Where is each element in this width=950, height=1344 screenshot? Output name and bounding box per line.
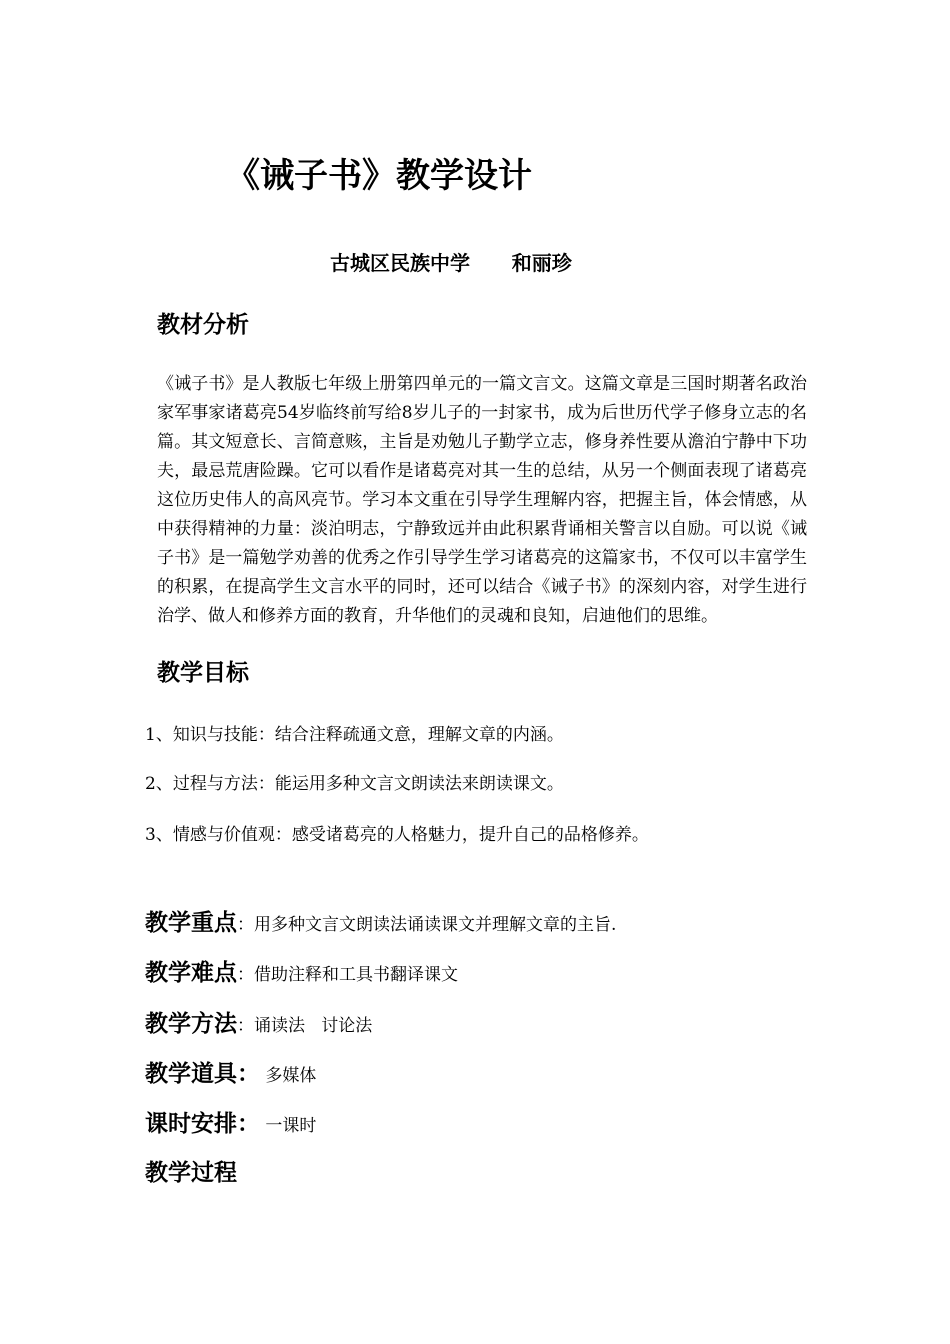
info-row-schedule: [145, 1106, 316, 1144]
info-label: 课时安排：: [145, 1111, 260, 1137]
info-label: 教学道具：: [145, 1061, 260, 1087]
goals-heading: 教学目标: [157, 660, 249, 686]
info-value: 诵读法 讨论法: [254, 1016, 373, 1036]
info-value: 一课时: [260, 1116, 317, 1136]
info-separator: ：: [237, 1016, 254, 1036]
info-label: 教学方法: [145, 1011, 237, 1037]
info-row-key-points: [145, 905, 616, 943]
info-row-tools: [145, 1056, 316, 1094]
author-line: 古城区民族中学 和丽珍: [330, 251, 572, 275]
process-heading: 教学过程: [145, 1160, 237, 1186]
info-separator: ：: [237, 965, 254, 985]
info-separator: ：: [237, 915, 254, 935]
goal-item-process: 2、过程与方法：能运用多种文言文朗读法来朗读课文。: [145, 774, 564, 794]
analysis-heading: 教材分析: [157, 312, 249, 338]
info-row-difficulties: [145, 955, 458, 993]
document-title: 《诫子书》教学设计: [226, 156, 532, 196]
info-label: 教学重点: [145, 910, 237, 936]
analysis-paragraph: 《诫子书》是人教版七年级上册第四单元的一篇文言文。这篇文章是三国时期著名政治家军事家诸葛亮54岁临终前写给8岁儿子的一封家书，成为后世历代学子修身立志的名篇。其文短意长、言简意赅，主旨是劝勉儿子勤学立志，修身养性要从澹泊宁静中下功夫，最忌荒唐险躁。它可以看作是诸葛亮对其一生的总结，从另一个侧面表现了诸葛亮这位历史伟人的高风亮节。学习本文重在引导学生理解内容，把握主旨，体会情感，从中获得精神的力量：淡泊明志，宁静致远并由此积累背诵相关警言以自励。可以说《诫子书》是一篇勉学劝善的优秀之作引导学生学习诸葛亮的这篇家书，不仅可以丰富学生的积累，在提高学生文言水平的同时，还可以结合《诫子书》的深刻内容，对学生进行治学、做人和修养方面的教育，升华他们的灵魂和良知，启迪他们的思维。: [157, 374, 807, 626]
info-value: 借助注释和工具书翻译课文: [254, 965, 458, 985]
goal-item-knowledge: 1、知识与技能：结合注释疏通文意，理解文章的内涵。: [145, 725, 564, 745]
info-label: 教学难点: [145, 960, 237, 986]
info-value: 多媒体: [260, 1066, 317, 1086]
info-value: 用多种文言文朗读法诵读课文并理解文章的主旨.: [254, 915, 617, 935]
info-row-methods: [145, 1006, 372, 1044]
goal-item-emotion: 3、情感与价值观：感受诸葛亮的人格魅力，提升自己的品格修养。: [145, 825, 649, 845]
